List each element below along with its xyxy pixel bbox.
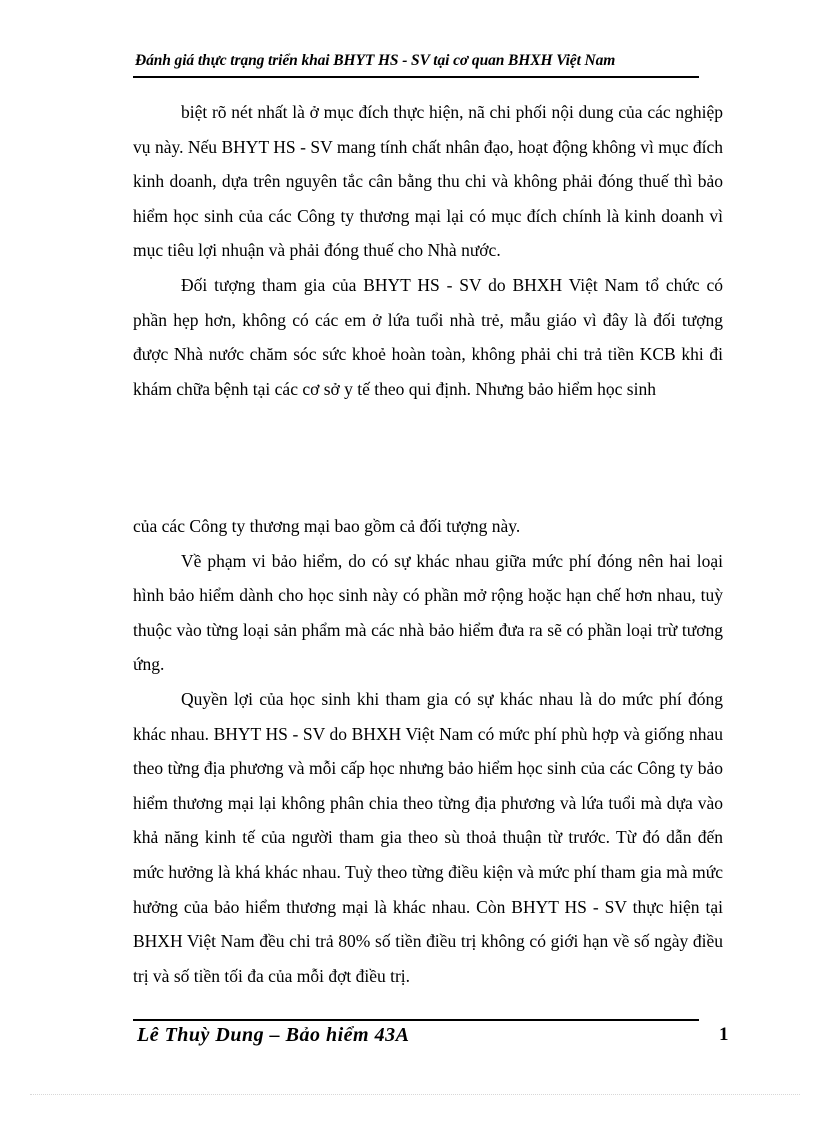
paragraph: Về phạm vi bảo hiểm, do có sự khác nhau giữa mức phí đóng nên hai loại hình bảo hiểm dành cho học sinh này có phần mở rộng hoặc hạn chế hơn nhau, tuỳ thuộc vào từng loại sản phẩm mà các nhà bảo hiểm đưa ra sẽ có phần loại trừ tương ứng. bbox=[133, 550, 723, 675]
body-text-block-1 bbox=[133, 95, 723, 406]
footer-divider bbox=[133, 1019, 699, 1021]
paragraph-continuation: của các Công ty thương mại bao gồm cả đối tượng này. bbox=[133, 516, 521, 536]
running-header bbox=[133, 50, 699, 78]
paragraph: Đối tượng tham gia của BHYT HS - SV do BHXH Việt Nam tổ chức có phần hẹp hơn, không có các em ở lứa tuổi nhà trẻ, mẫu giáo vì đây là đối tượng được Nhà nước chăm sóc sức khoẻ hoàn toàn, không phải chi trả tiền KCB khi đi khám chữa bệnh tại các cơ sở y tế theo qui định. Nhưng bảo hiểm học sinh bbox=[133, 274, 723, 399]
paragraph: Quyền lợi của học sinh khi tham gia có sự khác nhau là do mức phí đóng khác nhau. BHYT HS - SV do BHXH Việt Nam có mức phí phù hợp và giống nhau theo từng địa phương và mỗi cấp học nhưng bảo hiểm học sinh của các Công ty bảo hiểm thương mại lại không phân chia theo từng địa phương và lứa tuổi mà dựa vào khả năng kinh tế của người tham gia theo sù thoả thuận từ trước. Từ đó dẫn đến mức hưởng là khá khác nhau. Tuỳ theo từng điều kiện và mức phí tham gia mà mức hưởng của bảo hiểm thương mại là khác nhau. Còn BHYT HS - SV thực hiện tại BHXH Việt Nam đều chi trả 80% số tiền điều trị không có giới hạn về số ngày điều trị và số tiền tối đa của mỗi đợt điều trị. bbox=[133, 688, 723, 986]
page-edge-divider bbox=[30, 1094, 800, 1095]
paragraph: biệt rõ nét nhất là ở mục đích thực hiện, nã chi phối nội dung của các nghiệp vụ này. Nếu BHYT HS - SV mang tính chất nhân đạo, hoạt động không vì mục đích kinh doanh, dựa trên nguyên tắc cân bằng thu chi và không phải đóng thuế thì bảo hiểm học sinh của các Công ty thương mại lại có mục đích chính là kinh doanh vì mục tiêu lợi nhuận và phải đóng thuế cho Nhà nước. bbox=[133, 102, 723, 261]
header-title: Đánh giá thực trạng triển khai BHYT HS - SV tại cơ quan BHXH Việt Nam bbox=[135, 52, 616, 69]
page-number: 1 bbox=[719, 1024, 729, 1045]
footer-author: Lê Thuỳ Dung – Bảo hiểm 43A bbox=[137, 1024, 410, 1046]
body-text-block-2 bbox=[133, 509, 723, 993]
